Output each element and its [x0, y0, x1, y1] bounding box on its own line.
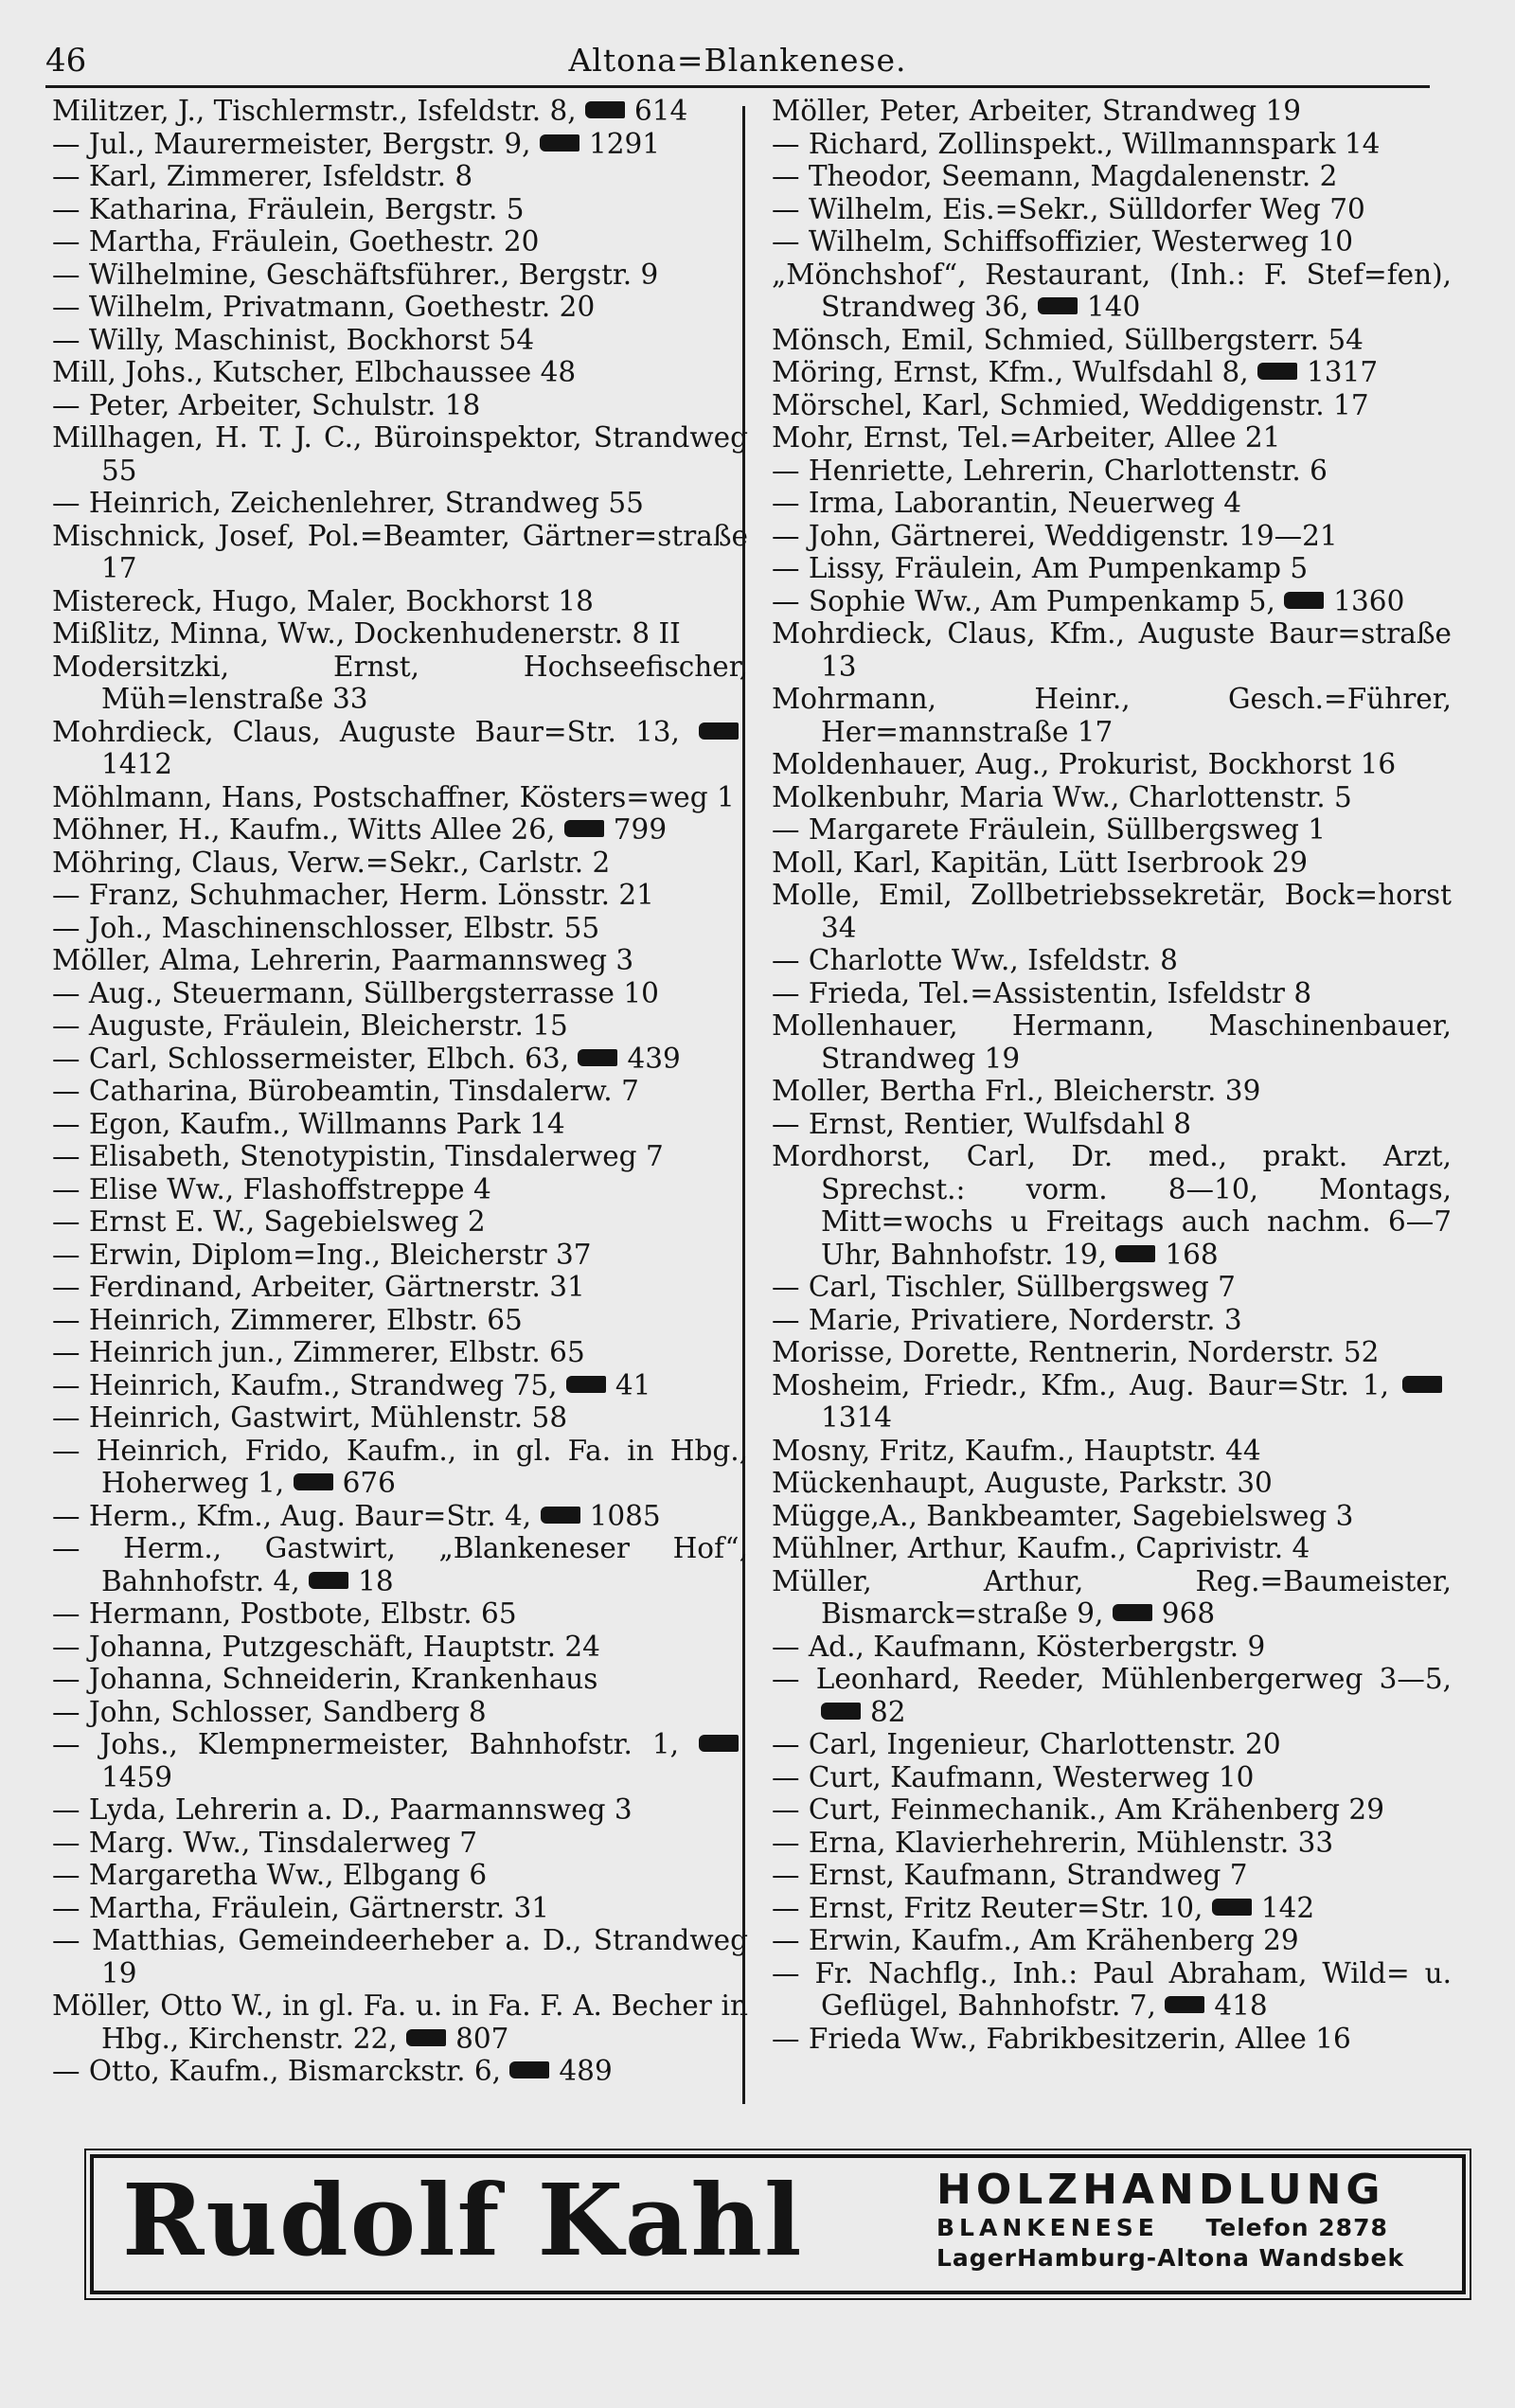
directory-entry — [52, 1239, 748, 1272]
entry-text: — Egon, Kaufm., Willmanns Park 14 — [52, 1107, 565, 1140]
directory-entry — [52, 1205, 748, 1239]
phone-number: 140 — [1086, 291, 1141, 323]
directory-entry — [52, 1304, 748, 1337]
entry-text: — Katharina, Fräulein, Bergstr. 5 — [52, 192, 525, 225]
entry-text: — Wilhelm, Eis.=Sekr., Sülldorfer Weg 70 — [772, 192, 1365, 225]
directory-entry — [52, 585, 748, 618]
entry-text: Moller, Bertha Frl., Bleicherstr. 39 — [772, 1075, 1261, 1107]
directory-entry — [52, 1924, 748, 1989]
entry-text: Mordhorst, Carl, Dr. med., prakt. Arzt, Sprechst.: vorm. 8—10, Montags, Mitt=wochs u Freitags auch nachm. 6—7 Uhr, Bahnhofstr. 19, — [772, 1140, 1452, 1271]
directory-entry — [52, 421, 748, 487]
directory-entry — [52, 1827, 748, 1860]
ad-location: BLANKENESE — [936, 2214, 1159, 2241]
entry-text: — Margaretha Ww., Elbgang 6 — [52, 1859, 488, 1891]
directory-entry — [52, 160, 748, 193]
telephone-icon — [585, 101, 625, 118]
phone-number: 489 — [559, 2055, 613, 2087]
directory-entry — [772, 617, 1452, 683]
directory-entry — [52, 617, 748, 651]
entry-text: Mohrmann, Heinr., Gesch.=Führer, Her=mannstraße 17 — [772, 683, 1452, 748]
entry-text: — Ernst, Kaufmann, Strandweg 7 — [772, 1859, 1248, 1891]
entry-text: — Martha, Fräulein, Goethestr. 20 — [52, 225, 540, 258]
directory-entry — [772, 748, 1452, 781]
entry-text: — Carl, Tischler, Süllbergsweg 7 — [772, 1271, 1236, 1303]
entry-text: — Ernst E. W., Sagebielsweg 2 — [52, 1205, 486, 1238]
telephone-icon — [1038, 297, 1078, 314]
phone-number: 18 — [358, 1564, 394, 1597]
right-column — [772, 95, 1452, 2055]
directory-entry — [772, 95, 1452, 128]
entry-text: Mohr, Ernst, Tel.=Arbeiter, Allee 21 — [772, 421, 1281, 454]
entry-text: — Lissy, Fräulein, Am Pumpenkamp 5 — [772, 552, 1309, 584]
directory-entry — [52, 389, 748, 422]
directory-entry — [772, 1435, 1452, 1468]
left-column — [52, 95, 748, 2088]
telephone-icon — [1212, 1899, 1252, 1916]
entry-text: — Heinrich, Kaufm., Strandweg 75, — [52, 1368, 558, 1401]
telephone-icon — [566, 1376, 606, 1393]
directory-entry — [772, 160, 1452, 193]
directory-entry — [52, 879, 748, 912]
entry-text: — Elise Ww., Flashoffstreppe 4 — [52, 1172, 491, 1205]
phone-number: 418 — [1214, 1989, 1268, 2022]
telephone-icon — [406, 2029, 446, 2046]
directory-entry — [52, 1500, 748, 1533]
entry-text: — Erna, Klavierhehrerin, Mühlenstr. 33 — [772, 1826, 1334, 1859]
directory-entry — [772, 879, 1452, 944]
entry-text: — Ernst, Fritz Reuter=Str. 10, — [772, 1891, 1203, 1924]
directory-entry — [52, 1140, 748, 1173]
entry-text: Molle, Emil, Zollbetriebssekretär, Bock=horst 34 — [772, 879, 1452, 944]
entry-text: — Curt, Feinmechanik., Am Krähenberg 29 — [772, 1793, 1384, 1826]
directory-entry — [772, 1108, 1452, 1141]
entry-text: Mönsch, Emil, Schmied, Süllbergsterr. 54 — [772, 323, 1364, 356]
ad-location-line — [936, 2213, 1448, 2243]
directory-entry — [52, 977, 748, 1010]
directory-entry — [772, 1663, 1452, 1728]
directory-entry — [772, 1336, 1452, 1369]
entry-text: — Theodor, Seemann, Magdalenenstr. 2 — [772, 160, 1338, 192]
telephone-icon — [564, 820, 604, 837]
entry-text: Millhagen, H. T. J. C., Büroinspektor, Strandweg 55 — [52, 421, 748, 487]
telephone-icon — [309, 1572, 348, 1589]
entry-text: Militzer, J., Tischlermstr., Isfeldstr. 8, — [52, 95, 577, 127]
directory-entry — [772, 487, 1452, 520]
ad-phone: Telefon 2878 — [1205, 2214, 1388, 2241]
phone-number: 439 — [627, 1042, 681, 1075]
entry-text: — John, Gärtnerei, Weddigenstr. 19—21 — [772, 519, 1338, 552]
phone-number: 614 — [634, 95, 688, 127]
entry-text: — Ernst, Rentier, Wulfsdahl 8 — [772, 1107, 1191, 1140]
entry-text: — Wilhelmine, Geschäftsführer., Bergstr. 9 — [52, 258, 659, 291]
entry-text: — Johanna, Schneiderin, Krankenhaus — [52, 1663, 598, 1695]
directory-entry — [772, 1827, 1452, 1860]
entry-text: — Richard, Zollinspekt., Willmannspark 14 — [772, 127, 1381, 160]
directory-entry — [52, 944, 748, 977]
directory-entry — [772, 225, 1452, 259]
running-title: Altona=Blankenese. — [568, 42, 907, 79]
entry-text: — Otto, Kaufm., Bismarckstr. 6, — [52, 2055, 502, 2087]
entry-text: Mohrdieck, Claus, Kfm., Auguste Baur=straße 13 — [772, 617, 1452, 683]
entry-text: — Marie, Privatiere, Norderstr. 3 — [772, 1303, 1242, 1336]
entry-text: — Sophie Ww., Am Pumpenkamp 5, — [772, 584, 1275, 617]
entry-text: Mosny, Fritz, Kaufm., Hauptstr. 44 — [772, 1434, 1261, 1467]
advertiser-details — [936, 2167, 1448, 2274]
telephone-icon — [1257, 363, 1297, 380]
telephone-icon — [294, 1473, 333, 1490]
entry-text: — Heinrich, Frido, Kaufm., in gl. Fa. in Hbg., Hoherweg 1, — [52, 1434, 748, 1499]
phone-number: 676 — [342, 1467, 396, 1499]
entry-text: Mörschel, Karl, Schmied, Weddigenstr. 17 — [772, 388, 1369, 421]
directory-entry — [772, 1304, 1452, 1337]
entry-text: — Herm., Kfm., Aug. Baur=Str. 4, — [52, 1499, 532, 1532]
phone-number: 1459 — [101, 1760, 173, 1793]
page-number: 46 — [45, 42, 87, 80]
directory-entry — [52, 1892, 748, 1925]
entry-text: — Ad., Kaufmann, Kösterbergstr. 9 — [772, 1630, 1266, 1663]
entry-text: — Wilhelm, Privatmann, Goethestr. 20 — [52, 291, 596, 323]
entry-text: Mosheim, Friedr., Kfm., Aug. Baur=Str. 1, — [772, 1368, 1389, 1401]
phone-number: 1317 — [1307, 356, 1379, 388]
directory-entry — [52, 1435, 748, 1500]
directory-entry — [772, 455, 1452, 488]
entry-text: Moll, Karl, Kapitän, Lütt Iserbrook 29 — [772, 846, 1308, 879]
directory-entry — [772, 1075, 1452, 1108]
directory-entry — [52, 291, 748, 324]
entry-text: Möhner, H., Kaufm., Witts Allee 26, — [52, 813, 556, 846]
entry-text: — Charlotte Ww., Isfeldstr. 8 — [772, 944, 1178, 976]
directory-entry — [772, 1009, 1452, 1075]
directory-entry — [772, 193, 1452, 226]
telephone-icon — [509, 2061, 549, 2078]
directory-entry — [52, 813, 748, 847]
entry-text: — Herm., Gastwirt, „Blankeneser Hof“, Bahnhofstr. 4, — [52, 1532, 748, 1597]
directory-entry — [772, 1859, 1452, 1892]
entry-text: — Henriette, Lehrerin, Charlottenstr. 6 — [772, 454, 1328, 487]
phone-number: 1291 — [588, 127, 661, 160]
entry-text: — Heinrich, Zeichenlehrer, Strandweg 55 — [52, 487, 644, 519]
directory-entry — [772, 847, 1452, 880]
entry-text: — Joh., Maschinenschlosser, Elbstr. 55 — [52, 911, 600, 944]
entry-text: — Leonhard, Reeder, Mühlenbergerweg 3—5, — [772, 1663, 1452, 1695]
phone-number: 41 — [615, 1368, 651, 1401]
directory-entry — [52, 1043, 748, 1076]
telephone-icon — [1284, 592, 1324, 609]
phone-number: 168 — [1165, 1238, 1219, 1271]
entry-text: Möhlmann, Hans, Postschaffner, Kösters=weg 1 — [52, 780, 735, 813]
entry-text: Mohrdieck, Claus, Auguste Baur=Str. 13, — [52, 715, 680, 748]
entry-text: Mühlner, Arthur, Kaufm., Caprivistr. 4 — [772, 1532, 1310, 1564]
advertiser-name: Rudolf Kahl — [122, 2162, 804, 2278]
directory-entry — [52, 487, 748, 520]
directory-entry — [772, 1532, 1452, 1565]
entry-text: — Wilhelm, Schiffsoffizier, Westerweg 10 — [772, 225, 1354, 258]
telephone-icon — [821, 1703, 861, 1720]
entry-text: — Heinrich, Zimmerer, Elbstr. 65 — [52, 1303, 523, 1336]
telephone-icon — [699, 722, 739, 740]
entry-text: Mißlitz, Minna, Ww., Dockenhudenerstr. 8 II — [52, 617, 681, 650]
entry-text: — Hermann, Postbote, Elbstr. 65 — [52, 1597, 517, 1630]
directory-entry — [52, 1108, 748, 1141]
directory-entry — [52, 1859, 748, 1892]
phone-number: 1360 — [1333, 584, 1405, 617]
entry-text: — Willy, Maschinist, Bockhorst 54 — [52, 323, 535, 356]
business-type: HOLZHANDLUNG — [936, 2166, 1385, 2214]
entry-text: — Frieda Ww., Fabrikbesitzerin, Allee 16 — [772, 2022, 1351, 2055]
entry-text: — Catharina, Bürobeamtin, Tinsdalerw. 7 — [52, 1075, 639, 1107]
directory-entry — [772, 1369, 1452, 1435]
entry-text: — Martha, Fräulein, Gärtnerstr. 31 — [52, 1891, 550, 1924]
directory-entry — [772, 552, 1452, 585]
entry-text: Morisse, Dorette, Rentnerin, Norderstr. 52 — [772, 1336, 1380, 1368]
directory-entry — [772, 1892, 1452, 1925]
entry-text: — Carl, Schlossermeister, Elbch. 63, — [52, 1042, 570, 1075]
entry-text: Mollenhauer, Hermann, Maschinenbauer, Strandweg 19 — [772, 1009, 1452, 1075]
directory-entry — [772, 585, 1452, 618]
entry-text: Möller, Otto W., in gl. Fa. u. in Fa. F. A. Becher in Hbg., Kirchenstr. 22, — [52, 1989, 748, 2055]
entry-text: — Frieda, Tel.=Assistentin, Isfeldstr 8 — [772, 976, 1312, 1009]
directory-entry — [772, 389, 1452, 422]
entry-text: — Johanna, Putzgeschäft, Hauptstr. 24 — [52, 1630, 600, 1663]
phone-number: 1412 — [101, 748, 173, 780]
directory-entry — [52, 1728, 748, 1793]
entry-text: Mistereck, Hugo, Maler, Bockhorst 18 — [52, 584, 594, 617]
telephone-icon — [541, 1507, 580, 1524]
phone-number: 968 — [1161, 1597, 1216, 1630]
directory-entry — [52, 520, 748, 585]
directory-entry — [52, 95, 748, 128]
directory-entry — [772, 259, 1452, 324]
directory-entry — [52, 1173, 748, 1206]
entry-text: — John, Schlosser, Sandberg 8 — [52, 1695, 487, 1728]
directory-entry — [52, 193, 748, 226]
entry-text: Mill, Johs., Kutscher, Elbchaussee 48 — [52, 356, 577, 388]
entry-text: Moldenhauer, Aug., Prokurist, Bockhorst 16 — [772, 748, 1397, 780]
entry-text: — Johs., Klempnermeister, Bahnhofstr. 1, — [52, 1728, 680, 1760]
directory-entry — [52, 912, 748, 945]
directory-entry — [52, 225, 748, 259]
directory-entry — [52, 1336, 748, 1369]
entry-text: — Lyda, Lehrerin a. D., Paarmannsweg 3 — [52, 1793, 633, 1826]
directory-entry — [772, 781, 1452, 814]
entry-text: — Curt, Kaufmann, Westerweg 10 — [772, 1760, 1255, 1793]
directory-entry — [772, 421, 1452, 455]
entry-text: — Heinrich, Gastwirt, Mühlenstr. 58 — [52, 1401, 568, 1434]
entry-text: — Margarete Fräulein, Süllbergsweg 1 — [772, 813, 1327, 846]
directory-entry — [772, 356, 1452, 389]
entry-text: — Aug., Steuermann, Süllbergsterrasse 10 — [52, 976, 659, 1009]
phone-number: 1314 — [821, 1401, 893, 1434]
entry-text: Möller, Peter, Arbeiter, Strandweg 19 — [772, 95, 1302, 127]
entry-text: — Erwin, Diplom=Ing., Bleicherstr 37 — [52, 1238, 592, 1271]
entry-text: Modersitzki, Ernst, Hochseefischer, Müh=lenstraße 33 — [52, 650, 748, 715]
entry-text: — Fr. Nachflg., Inh.: Paul Abraham, Wild= u. Geflügel, Bahnhofstr. 7, — [772, 1956, 1452, 2022]
directory-entry — [52, 1369, 748, 1402]
directory-entry — [52, 2055, 748, 2088]
telephone-icon — [1165, 1996, 1204, 2013]
entry-text: Mischnick, Josef, Pol.=Beamter, Gärtner=straße 17 — [52, 519, 748, 584]
entry-text: — Peter, Arbeiter, Schulstr. 18 — [52, 388, 481, 421]
directory-entry — [52, 1009, 748, 1043]
directory-entry — [52, 1401, 748, 1435]
directory-entry — [52, 1663, 748, 1696]
phone-number: 799 — [613, 813, 668, 846]
directory-entry — [772, 1271, 1452, 1304]
phone-number: 82 — [870, 1695, 906, 1728]
directory-entry — [772, 1957, 1452, 2023]
directory-entry — [52, 1075, 748, 1108]
directory-entry — [52, 1989, 748, 2055]
directory-entry — [772, 1793, 1452, 1827]
page-header — [45, 42, 1430, 81]
directory-entry — [772, 1140, 1452, 1271]
directory-entry — [52, 847, 748, 880]
entry-text: — Karl, Zimmerer, Isfeldstr. 8 — [52, 160, 473, 192]
telephone-icon — [699, 1735, 739, 1752]
directory-entry — [772, 520, 1452, 553]
directory-entry — [772, 1631, 1452, 1664]
entry-text: Möller, Alma, Lehrerin, Paarmannsweg 3 — [52, 944, 634, 976]
directory-entry — [52, 356, 748, 389]
entry-text: Mückenhaupt, Auguste, Parkstr. 30 — [772, 1467, 1273, 1499]
directory-entry — [52, 128, 748, 161]
directory-entry — [52, 1793, 748, 1827]
telephone-icon — [1402, 1376, 1442, 1393]
directory-entry — [52, 324, 748, 357]
entry-text: Müller, Arthur, Reg.=Baumeister, Bismarck=straße 9, — [772, 1564, 1452, 1630]
directory-entry — [772, 683, 1452, 748]
phone-number: 807 — [455, 2022, 509, 2055]
directory-entry — [52, 781, 748, 814]
advertisement-box — [90, 2154, 1466, 2294]
phone-number: 1085 — [589, 1499, 661, 1532]
directory-entry — [772, 944, 1452, 977]
directory-entry — [772, 1467, 1452, 1500]
directory-entry — [52, 651, 748, 716]
entry-text: Mügge,A., Bankbeamter, Sagebielsweg 3 — [772, 1499, 1354, 1532]
telephone-icon — [1113, 1604, 1152, 1621]
entry-text: Möring, Ernst, Kfm., Wulfsdahl 8, — [772, 356, 1249, 388]
entry-text: — Irma, Laborantin, Neuerweg 4 — [772, 487, 1242, 519]
directory-entry — [772, 813, 1452, 847]
telephone-icon — [578, 1049, 617, 1066]
directory-entry — [772, 128, 1452, 161]
directory-entry — [772, 1728, 1452, 1761]
entry-text: — Auguste, Fräulein, Bleicherstr. 15 — [52, 1009, 568, 1042]
telephone-icon — [1115, 1245, 1155, 1262]
directory-entry — [52, 259, 748, 292]
directory-entry — [52, 716, 748, 781]
directory-entry — [772, 1500, 1452, 1533]
entry-text: — Erwin, Kaufm., Am Krähenberg 29 — [772, 1924, 1299, 1956]
directory-entry — [772, 324, 1452, 357]
entry-text: „Mönchshof“, Restaurant, (Inh.: F. Stef=fen), Strandweg 36, — [772, 258, 1452, 323]
directory-entry — [52, 1631, 748, 1664]
entry-text: Möhring, Claus, Verw.=Sekr., Carlstr. 2 — [52, 846, 611, 879]
directory-entry — [52, 1696, 748, 1729]
directory-entry — [52, 1597, 748, 1631]
entry-text: — Jul., Maurermeister, Bergstr. 9, — [52, 127, 531, 160]
directory-entry — [772, 1924, 1452, 1957]
telephone-icon — [540, 134, 579, 152]
entry-text: — Heinrich jun., Zimmerer, Elbstr. 65 — [52, 1336, 585, 1368]
entry-text: — Marg. Ww., Tinsdalerweg 7 — [52, 1826, 478, 1859]
directory-entry — [52, 1271, 748, 1304]
directory-entry — [772, 2023, 1452, 2056]
entry-text: — Franz, Schuhmacher, Herm. Lönsstr. 21 — [52, 879, 654, 911]
phone-number: 142 — [1260, 1891, 1315, 1924]
entry-text: — Matthias, Gemeindeerheber a. D., Strandweg 19 — [52, 1924, 748, 1989]
directory-entry — [772, 1761, 1452, 1794]
entry-text: — Elisabeth, Stenotypistin, Tinsdalerweg 7 — [52, 1140, 664, 1172]
directory-entry — [772, 1565, 1452, 1631]
directory-entry — [52, 1532, 748, 1597]
entry-text: — Ferdinand, Arbeiter, Gärtnerstr. 31 — [52, 1271, 585, 1303]
entry-text: — Carl, Ingenieur, Charlottenstr. 20 — [772, 1728, 1281, 1760]
ad-warehouses: LagerHamburg-Altona Wandsbek — [936, 2244, 1405, 2272]
entry-text: Molkenbuhr, Maria Ww., Charlottenstr. 5 — [772, 780, 1352, 813]
directory-entry — [772, 977, 1452, 1010]
header-rule — [45, 85, 1430, 88]
